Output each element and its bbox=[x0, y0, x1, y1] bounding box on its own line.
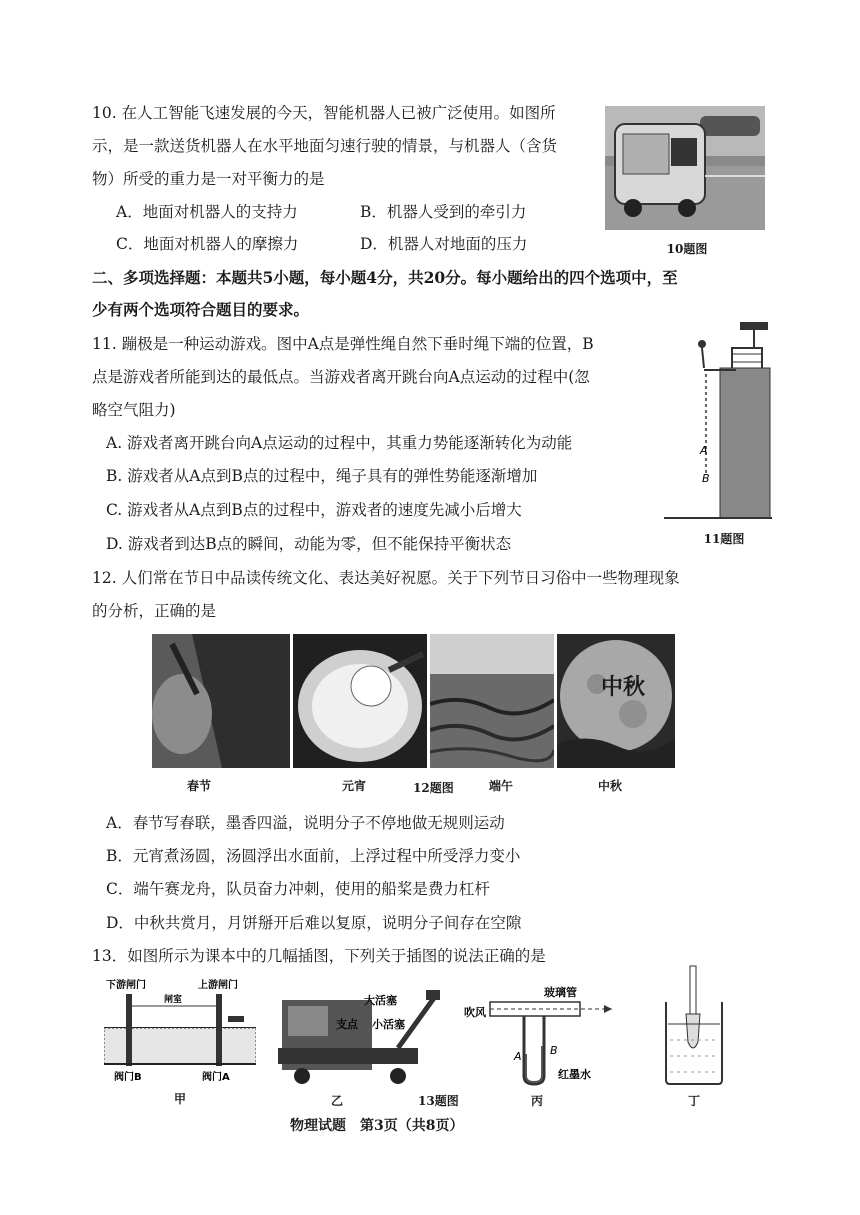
q13-valve-b-label: 阀门B bbox=[114, 1072, 142, 1083]
q12-dragon-boat-photo bbox=[430, 634, 554, 768]
q11-option-b: B. 游戏者从A点到B点的过程中，绳子具有的弹性势能逐渐增加 bbox=[106, 467, 538, 485]
q12-caption-spring: 春节 bbox=[187, 779, 212, 793]
q12-option-b: B．元宵煮汤圆，汤圆浮出水面前，上浮过程中所受浮力变小 bbox=[106, 847, 521, 865]
q11-figure-caption: 11题图 bbox=[703, 532, 745, 546]
q13-upstream-gate-label: 上游闸门 bbox=[198, 980, 238, 991]
q13-figure-caption: 13题图 bbox=[418, 1094, 459, 1108]
section2-heading-line-2: 少有两个选项符合题目的要求。 bbox=[92, 300, 310, 319]
q10-line-2: 示，是一款送货机器人在水平地面匀速行驶的情景，与机器人（含货 bbox=[92, 137, 558, 155]
q10-option-b: B．机器人受到的牵引力 bbox=[360, 203, 527, 221]
q13-fig-jia-label: 甲 bbox=[174, 1092, 187, 1106]
q12-moon-text: 中秋 bbox=[601, 675, 646, 700]
q13-fig-ding-label: 丁 bbox=[688, 1094, 701, 1108]
q13-valve-a-label: 阀门A bbox=[202, 1072, 230, 1083]
q11-line-2: 点是游戏者所能到达的最低点。当游戏者离开跳台向A点运动的过程中(忽 bbox=[92, 368, 590, 386]
q10-option-a: A．地面对机器人的支持力 bbox=[116, 203, 298, 221]
q13-downstream-gate-label: 下游闸门 bbox=[106, 980, 146, 991]
q13-blow-label: 吹风 bbox=[464, 1006, 486, 1019]
q12-option-c: C．端午赛龙舟，队员奋力冲刺，使用的船桨是费力杠杆 bbox=[106, 880, 490, 898]
q11-point-b-label: B bbox=[702, 472, 710, 485]
q13-beaker-figure bbox=[660, 964, 730, 1088]
q13-red-ink-label: 红墨水 bbox=[558, 1068, 591, 1081]
q11-line-1: 11. 蹦极是一种运动游戏。图中A点是弹性绳自然下垂时绳下端的位置，B bbox=[92, 335, 594, 353]
q13-point-a-label: A bbox=[514, 1050, 522, 1063]
q11-option-c: C. 游戏者从A点到B点的过程中，游戏者的速度先减小后增大 bbox=[106, 501, 522, 519]
q11-line-3: 略空气阻力) bbox=[92, 401, 176, 419]
q10-option-c: C．地面对机器人的摩擦力 bbox=[116, 235, 299, 253]
q10-line-1: 10. 在人工智能飞速发展的今天，智能机器人已被广泛使用。如图所 bbox=[92, 104, 556, 122]
q11-bungee-figure bbox=[664, 318, 772, 524]
q12-line-2: 的分析，正确的是 bbox=[92, 602, 217, 620]
q13-pivot-label: 支点 bbox=[336, 1018, 358, 1031]
q12-spring-festival-photo bbox=[152, 634, 290, 768]
q13-fig-yi-label: 乙 bbox=[331, 1094, 344, 1108]
q13-point-b-label: B bbox=[550, 1044, 558, 1057]
q12-caption-lantern: 元宵 bbox=[342, 779, 367, 793]
q13-chamber-label: 闸室 bbox=[164, 995, 183, 1005]
section2-heading-line-1: 二、多项选择题：本题共5小题，每小题4分，共20分。每小题给出的四个选项中，至 bbox=[92, 268, 678, 287]
q13-line-1: 13．如图所示为课本中的几幅插图，下列关于插图的说法正确的是 bbox=[92, 947, 546, 965]
q12-lantern-festival-photo bbox=[293, 634, 427, 768]
q13-big-piston-label: 大活塞 bbox=[364, 994, 397, 1007]
q12-option-a: A．春节写春联，墨香四溢，说明分子不停地做无规则运动 bbox=[106, 814, 505, 832]
q13-glass-tube-figure bbox=[462, 984, 614, 1088]
q12-line-1: 12. 人们常在节日中品读传统文化、表达美好祝愿。关于下列节日习俗中一些物理现象 bbox=[92, 569, 680, 587]
q12-figure-caption: 12题图 bbox=[413, 781, 454, 795]
q12-option-d: D．中秋共赏月，月饼掰开后难以复原，说明分子间存在空隙 bbox=[106, 914, 522, 932]
q13-ship-lock-figure bbox=[104, 976, 256, 1088]
q10-option-d: D．机器人对地面的压力 bbox=[360, 235, 528, 253]
q11-option-a: A. 游戏者离开跳台向A点运动的过程中，其重力势能逐渐转化为动能 bbox=[106, 434, 573, 452]
q10-line-3: 物）所受的重力是一对平衡力的是 bbox=[92, 170, 325, 188]
q10-robot-photo bbox=[605, 106, 765, 230]
q12-caption-mid-autumn: 中秋 bbox=[598, 779, 623, 793]
page-footer: 物理试题 第3页（共8页） bbox=[290, 1118, 464, 1134]
q13-small-piston-label: 小活塞 bbox=[372, 1018, 405, 1031]
q13-fig-bing-label: 丙 bbox=[531, 1094, 544, 1108]
q11-option-d: D. 游戏者到达B点的瞬间，动能为零，但不能保持平衡状态 bbox=[106, 535, 512, 553]
q12-caption-dragon-boat: 端午 bbox=[489, 779, 514, 793]
q13-glass-tube-label: 玻璃管 bbox=[544, 986, 577, 999]
q11-point-a-label: A bbox=[700, 444, 708, 457]
q13-hydraulic-jack-figure bbox=[278, 984, 446, 1088]
q10-figure-caption: 10题图 bbox=[666, 242, 708, 256]
q12-mid-autumn-photo bbox=[557, 634, 675, 768]
